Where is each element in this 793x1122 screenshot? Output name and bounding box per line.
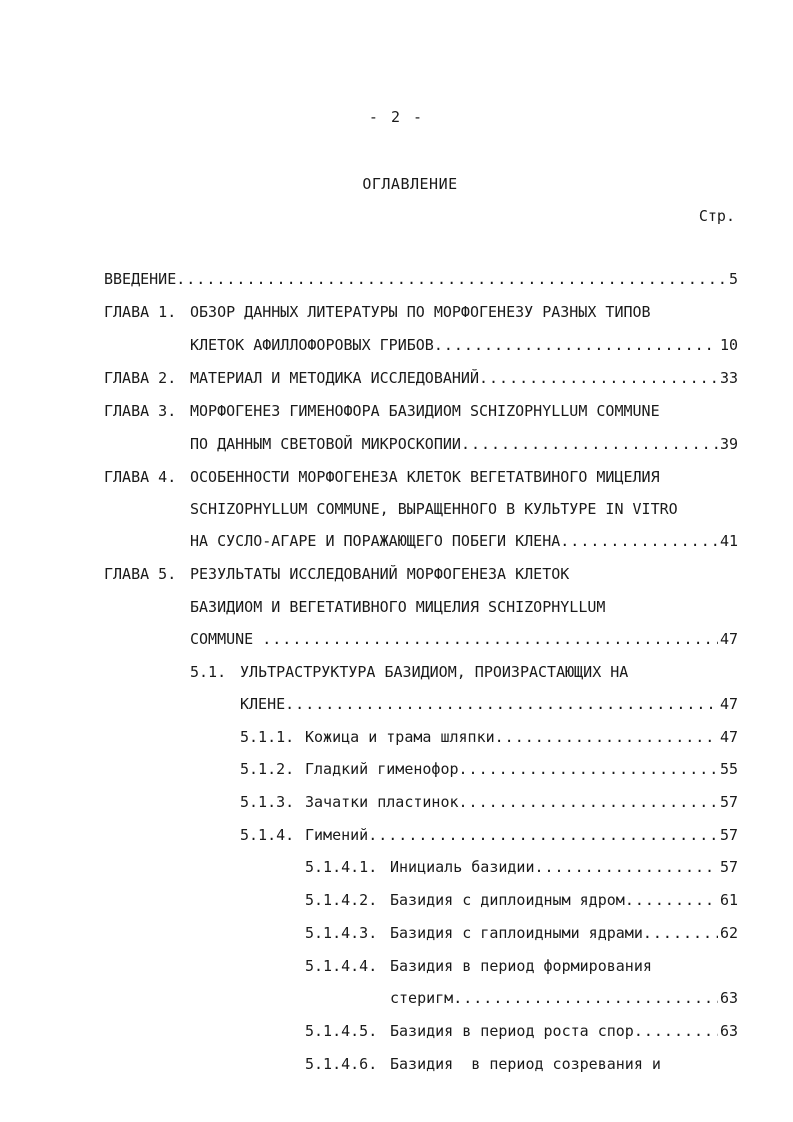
toc-entry-page: 61 [719,891,738,909]
toc-entry-text: Гладкий гименофор [305,760,459,778]
toc-entry-line [390,1022,738,1040]
toc-entry-line [240,695,738,713]
toc-entry-text: УЛЬТРАСТРУКТУРА БАЗИДИОМ, ПРОИЗРАСТАЮЩИХ НА [240,663,629,681]
toc-entry-page: 5 [728,270,738,288]
toc-entry [0,630,793,654]
toc-title: ОГЛАВЛЕНИЕ [362,175,458,193]
toc-entry-number: 5.1. [190,663,227,681]
toc-entry-text: Базидия с диплоидным ядром [390,891,625,909]
toc-entry-line [390,891,738,909]
dot-leader [453,989,718,1007]
toc-entry-text: Инициаль базидии [390,858,535,876]
toc-entry-text: ВВЕДЕНИЕ [104,270,177,288]
dot-leader [262,630,718,648]
toc-entry [0,695,793,719]
toc-entry-number: 5.1.4.6. [305,1055,378,1073]
dot-leader [285,695,718,713]
toc-entry [0,1022,793,1046]
toc-entry [0,270,793,294]
toc-entry-line [240,663,628,681]
toc-entry [0,1055,793,1079]
toc-entry-text: SCHIZOPHYLLUM COMMUNE, ВЫРАЩЕННОГО В КУЛЬТУРЕ IN VITRO [190,500,678,518]
toc-entry-text: стеригм [390,989,454,1007]
toc-entry [0,826,793,850]
dot-leader [479,369,718,387]
toc-entry-text: ОСОБЕННОСТИ МОРФОГЕНЕЗА КЛЕТОК ВЕГЕТАТВИНОГО МИЦЕЛИЯ [190,468,660,486]
toc-entry-page: 47 [719,728,738,746]
dot-leader [495,728,718,746]
dot-leader [368,826,718,844]
dot-leader [560,532,718,550]
toc-entry-page: 63 [719,989,738,1007]
toc-entry-page: 41 [719,532,738,550]
toc-entry-line [390,858,738,876]
toc-entry-text: БАЗИДИОМ И ВЕГЕТАТИВНОГО МИЦЕЛИЯ SCHIZOPHYLLUM [190,598,606,616]
toc-entry-line [190,435,738,453]
toc-entry-page: 39 [719,435,738,453]
toc-entry-number: ГЛАВА 1. [104,303,177,321]
toc-entry-line [305,793,738,811]
toc-entry-number: 5.1.4.5. [305,1022,378,1040]
toc-entry [0,336,793,360]
toc-entry-line [390,1055,661,1073]
dot-leader [459,793,718,811]
toc-entry [0,435,793,459]
toc-entry-text: Гимений [305,826,369,844]
toc-entry-line [305,760,738,778]
dot-leader [434,336,718,354]
toc-entry-text: КЛЕНЕ [240,695,286,713]
toc-entry-number: 5.1.1. [240,728,295,746]
toc-entry-number: 5.1.4.4. [305,957,378,975]
toc-entry-line [305,826,738,844]
toc-entry-text: КЛЕТОК АФИЛЛОФОРОВЫХ ГРИБОВ [190,336,434,354]
toc-entry-text: Базидия с гаплоидными ядрами [390,924,643,942]
toc-entry-line [190,402,660,420]
toc-entry-page: 55 [719,760,738,778]
toc-entry [0,728,793,752]
toc-entry [0,532,793,556]
toc-entry-page: 47 [719,695,738,713]
toc-entry-line [390,924,738,942]
toc-entry-number: 5.1.4. [240,826,295,844]
toc-entry-line [190,630,738,648]
toc-entry [0,924,793,948]
toc-entry-number: ГЛАВА 5. [104,565,177,583]
toc-entry-text: Базидия в период роста спор [390,1022,634,1040]
toc-entry-number: ГЛАВА 3. [104,402,177,420]
toc-entry-line [190,303,651,321]
page-number: - 2 - [368,108,425,126]
toc-entry [0,891,793,915]
toc-entry [0,565,793,589]
toc-entry-page: 47 [719,630,738,648]
toc-entry-line [104,270,738,288]
toc-entry-number: 5.1.4.1. [305,858,378,876]
toc-entry-text: Базидия в период формирования [390,957,652,975]
toc-entry-line [190,500,678,518]
toc-entry-line [190,565,569,583]
toc-entry-text: МОРФОГЕНЕЗ ГИМЕНОФОРА БАЗИДИОМ SCHIZOPHYLLUM COMMUNE [190,402,660,420]
toc-entry-number: 5.1.4.2. [305,891,378,909]
toc-entry-line [190,532,738,550]
toc-entry-text: НА СУСЛО-АГАРЕ И ПОРАЖАЮЩЕГО ПОБЕГИ КЛЕНА [190,532,561,550]
toc-entry-line [390,989,738,1007]
toc-entry-page: 57 [719,826,738,844]
toc-entry-page: 57 [719,793,738,811]
toc-entry-text: Базидия в период созревания и [390,1055,661,1073]
toc-entry [0,663,793,687]
toc-entry-number: 5.1.3. [240,793,295,811]
toc-entry-text: МАТЕРИАЛ И МЕТОДИКА ИССЛЕДОВАНИЙ [190,369,479,387]
page-column-label: Стр. [698,207,735,225]
toc-entry-page: 63 [719,1022,738,1040]
dot-leader [176,270,727,288]
toc-entry-number: 5.1.4.3. [305,924,378,942]
toc-entry [0,468,793,492]
toc-entry-line [190,369,738,387]
toc-entry-line [190,598,605,616]
toc-entry-text: ПО ДАННЫМ СВЕТОВОЙ МИКРОСКОПИИ [190,435,461,453]
toc-entry-line [190,468,660,486]
toc-entry-text: Зачатки пластинок [305,793,459,811]
toc-entry-number: ГЛАВА 2. [104,369,177,387]
toc-entry-page: 10 [719,336,738,354]
dot-leader [535,858,718,876]
toc-entry-line [190,336,738,354]
toc-entry [0,369,793,393]
toc-entry-number: 5.1.2. [240,760,295,778]
toc-entry-page: 57 [719,858,738,876]
dot-leader [643,924,718,942]
toc-entry-line [305,728,738,746]
toc-entry [0,760,793,784]
toc-entry [0,957,793,981]
toc-entry-text: COMMUNE [190,630,263,648]
toc-entry [0,989,793,1013]
toc-entry [0,500,793,524]
toc-entry [0,402,793,426]
dot-leader [461,435,718,453]
toc-entry-page: 62 [719,924,738,942]
toc-entry [0,858,793,882]
toc-entry-line [390,957,652,975]
dot-leader [625,891,718,909]
toc-entry-page: 33 [719,369,738,387]
toc-entry [0,303,793,327]
toc-entry-text: ОБЗОР ДАННЫХ ЛИТЕРАТУРЫ ПО МОРФОГЕНЕЗУ РАЗНЫХ ТИПОВ [190,303,651,321]
toc-entry-text: Кожица и трама шляпки [305,728,495,746]
toc-entry-text: РЕЗУЛЬТАТЫ ИССЛЕДОВАНИЙ МОРФОГЕНЕЗА КЛЕТОК [190,565,570,583]
toc-entry [0,598,793,622]
toc-entry-number: ГЛАВА 4. [104,468,177,486]
dot-leader [459,760,718,778]
toc-entry [0,793,793,817]
dot-leader [634,1022,718,1040]
